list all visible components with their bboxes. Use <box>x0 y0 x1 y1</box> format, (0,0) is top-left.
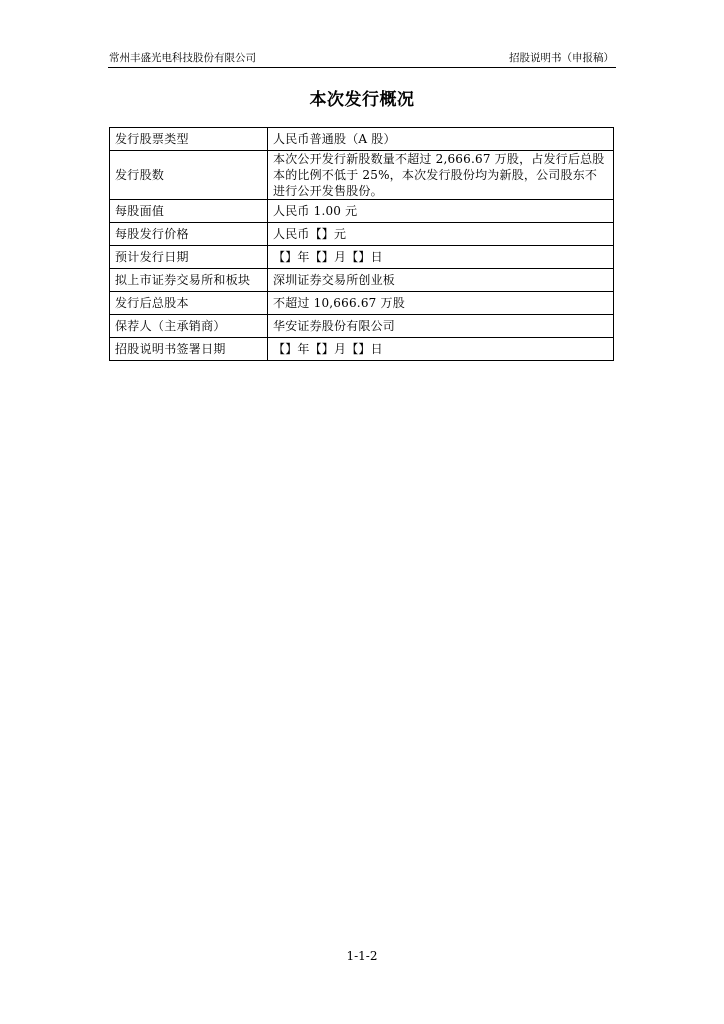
row-label: 每股面值 <box>110 200 268 223</box>
table-row <box>110 315 614 338</box>
row-value: 人民币 1.00 元 <box>268 200 614 223</box>
row-label: 招股说明书签署日期 <box>110 338 268 361</box>
row-value: 人民币【】元 <box>268 223 614 246</box>
row-value: 不超过 10,666.67 万股 <box>268 292 614 315</box>
table-row <box>110 223 614 246</box>
page-title: 本次发行概况 <box>309 90 415 110</box>
row-value: 本次公开发行新股数量不超过 2,666.67 万股，占发行后总股本的比例不低于 25%，本次发行股份均为新股，公司股东不进行公开发售股份。 <box>268 151 614 200</box>
row-label: 预计发行日期 <box>110 246 268 269</box>
table-row <box>110 269 614 292</box>
table-row <box>110 200 614 223</box>
table-row <box>110 151 614 200</box>
offering-overview-table <box>109 127 614 361</box>
header-document-type: 招股说明书（申报稿） <box>509 52 614 64</box>
page-number: 1-1-2 <box>346 949 378 963</box>
row-label: 拟上市证券交易所和板块 <box>110 269 268 292</box>
row-label: 保荐人（主承销商） <box>110 315 268 338</box>
row-value: 【】年【】月【】日 <box>268 338 614 361</box>
row-value: 人民币普通股（A 股） <box>268 128 614 151</box>
table-row <box>110 338 614 361</box>
row-label: 每股发行价格 <box>110 223 268 246</box>
row-value: 【】年【】月【】日 <box>268 246 614 269</box>
table-row <box>110 292 614 315</box>
table-row <box>110 246 614 269</box>
row-value: 深圳证券交易所创业板 <box>268 269 614 292</box>
page-header <box>108 50 616 68</box>
header-company-name: 常州丰盛光电科技股份有限公司 <box>109 52 256 64</box>
row-value: 华安证券股份有限公司 <box>268 315 614 338</box>
table-row <box>110 128 614 151</box>
row-label: 发行股数 <box>110 151 268 200</box>
row-label: 发行股票类型 <box>110 128 268 151</box>
row-label: 发行后总股本 <box>110 292 268 315</box>
